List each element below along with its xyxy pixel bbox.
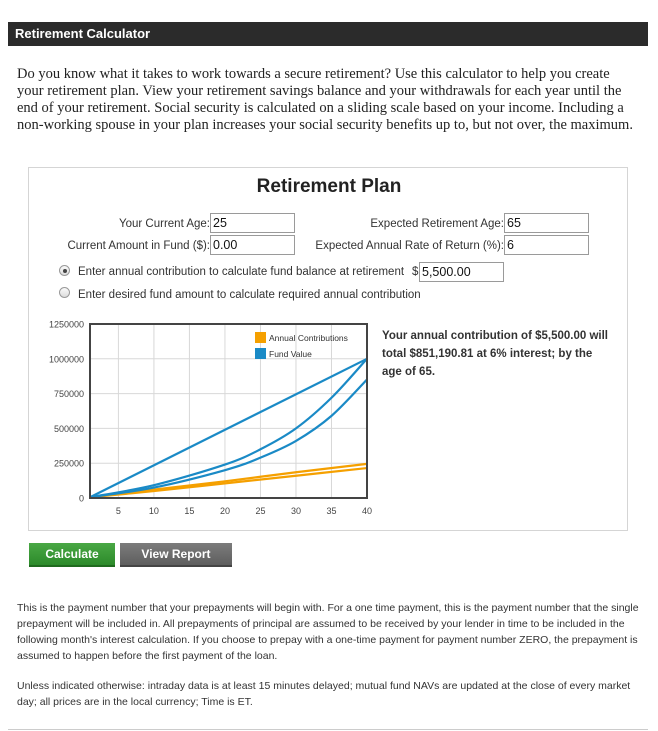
y-tick-label: 0 <box>78 493 84 504</box>
current-age-input[interactable] <box>210 213 295 233</box>
legend-swatch-contributions <box>255 332 266 343</box>
x-tick-label: 10 <box>148 506 159 516</box>
x-tick-label: 35 <box>326 506 337 516</box>
desired-fund-mode-label: Enter desired fund amount to calculate required annual contribution <box>78 289 421 301</box>
y-tick-label: 500000 <box>53 423 84 434</box>
plan-title: Retirement Plan <box>256 176 402 197</box>
result-summary: Your annual contribution of $5,500.00 will total $851,190.81 at 6% interest; by the age of 65. <box>382 330 608 378</box>
view-report-button[interactable]: View Report <box>120 543 232 567</box>
legend-label-contributions: Annual Contributions <box>269 333 348 343</box>
x-tick-label: 25 <box>255 506 266 516</box>
header-title: Retirement Calculator <box>15 26 151 41</box>
rate-of-return-input[interactable] <box>504 235 589 255</box>
y-tick-label: 1000000 <box>48 354 84 365</box>
retirement-chart <box>36 316 376 522</box>
x-tick-label: 15 <box>184 506 195 516</box>
contribution-mode-radio[interactable] <box>59 265 70 276</box>
intro-paragraph: Do you know what it takes to work towards a secure retirement? Use this calculator to help you create your retirement plan. View your retirement savings balance and your withdrawals for each year until the end of your retirement. Social security is calculated on a sliding scale based on your income. Including a non-working spouse in your plan increases your social security benefits up to, but not over, the maximum. <box>17 66 633 133</box>
legend-label-fund: Fund Value <box>269 349 312 359</box>
x-tick-label: 40 <box>361 506 373 516</box>
retirement-age-label: Expected Retirement Age: <box>370 218 504 230</box>
y-tick-label: 750000 <box>53 389 84 400</box>
retirement-age-input[interactable] <box>504 213 589 233</box>
current-fund-input[interactable] <box>210 235 295 255</box>
legend-swatch-fund <box>255 348 266 359</box>
annual-contribution-input[interactable] <box>419 262 504 282</box>
current-fund-label: Current Amount in Fund ($): <box>67 240 210 252</box>
x-tick-label: 20 <box>219 506 230 516</box>
bottom-divider <box>8 729 648 730</box>
calculate-button[interactable]: Calculate <box>29 543 115 567</box>
y-tick-label: 250000 <box>53 458 84 469</box>
data-disclaimer: Unless indicated otherwise: intraday data is at least 15 minutes delayed; mutual fund NAVs are updated at the close of every market day; all prices are in the local currency; Time is ET. <box>17 680 631 708</box>
prepayment-note: This is the payment number that your prepayments will begin with. For a one time payment, this is the payment number that the single prepayment will be included in. All prepayments of principal are assumed to be received by your lender in time to be included in the following month's interest calculation. If you choose to prepay with a one-time payment for payment number ZERO, the prepayment is assumed to happen before the first payment of the loan. <box>17 602 639 662</box>
desired-fund-mode-radio[interactable] <box>59 287 70 298</box>
rate-of-return-label: Expected Annual Rate of Return (%): <box>315 240 504 252</box>
current-age-label: Your Current Age: <box>119 218 210 230</box>
y-tick-label: 1250000 <box>48 319 84 330</box>
x-tick-label: 30 <box>290 506 301 516</box>
contribution-mode-label: Enter annual contribution to calculate fund balance at retirement <box>78 266 405 278</box>
x-tick-label: 5 <box>115 506 121 516</box>
calculator-header <box>8 22 648 46</box>
contribution-prefix: $ <box>412 266 419 278</box>
